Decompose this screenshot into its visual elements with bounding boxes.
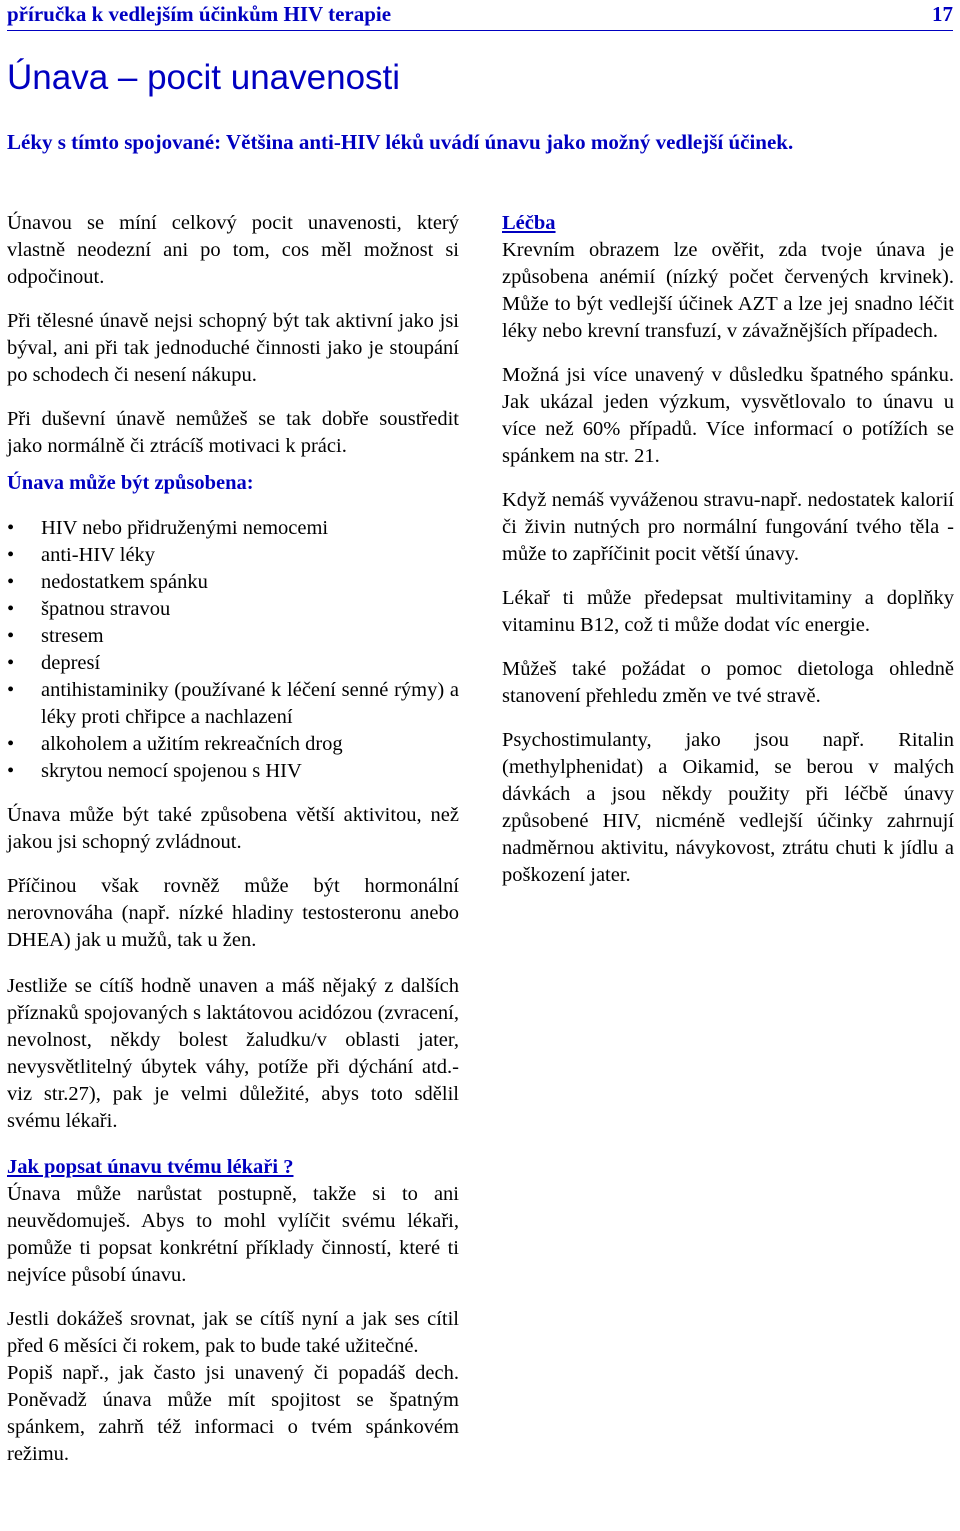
paragraph-psychostimulants: Psychostimulanty, jako jsou např. Ritalin (methylphenidat) a Oikamid, se berou v malých dávkách a jsou někdy použity při léčbě únavy způsobené HIV, nicméně vedlejší účinky zahrnují nadměrnou aktivitu, návykovost, ztrátu chuti k jídlu a poškození jater. [502,729,954,886]
page-number: 17 [932,2,953,26]
header-rule [7,30,953,31]
page-header [7,0,953,30]
list-item: • špatnou stravou [7,596,459,623]
bullet-icon: • [7,679,15,701]
header-title: příručka k vedlejším účinkům HIV terapie [7,2,392,26]
list-item: • depresí [7,650,459,677]
bullet-icon: • [7,517,15,539]
bullet-icon: • [7,571,15,593]
paragraph-physical-fatigue: Při tělesné únavě nejsi schopný být tak aktivní jako jsi býval, ani při tak jednoduché činnosti jako je stoupání po schodech či nesení nákupu. [7,310,459,386]
bullet-icon: • [7,598,15,620]
paragraph-hormonal: Příčinou však rovněž může být hormonální nerovnováha (např. nízké hladiny testosteronu anebo DHEA) jak u mužů, tak u žen. [7,875,459,951]
page-title: Únava – pocit unavenosti [7,58,401,97]
treatment-heading: Léčba [502,212,556,234]
paragraph-diet: Když nemáš vyváženou stravu-např. nedostatek kalorií či živin nutných pro normální fungování tvého těla - může to zapříčinit pocit větší únavy. [502,489,954,565]
paragraph-dietitian: Můžeš také požádat o pomoc dietologa ohledně stanovení přehledu změn ve tvé stravě. [502,658,954,707]
list-item: • nedostatkem spánku [7,569,459,596]
list-item: • skrytou nemocí spojenou s HIV [7,758,459,785]
list-item: • HIV nebo přidruženými nemocemi [7,515,459,542]
paragraph-anemia: Krevním obrazem lze ověřit, zda tvoje únava je způsobena anémií (nízký počet červených krvinek). Může to být vedlejší účinek AZT a lze jej snadno léčit léky nebo krevní transfuzí, v závažnějších případech. [502,239,954,342]
bullet-icon: • [7,544,15,566]
list-item: • alkoholem a užitím rekreačních drog [7,731,459,758]
intro-line: Léky s tímto spojované: Většina anti-HIV léků uvádí únavu jako možný vedlejší účinek. [7,130,794,154]
paragraph-sleep: Možná jsi více unavený v důsledku špatného spánku. Jak ukázal jeden výzkum, vysvětlovalo to únavu u více než 60% případů. Více informací o potížích se spánkem na str. 21. [502,364,954,467]
paragraph-vitamins: Lékař ti může předepsat multivitaminy a doplňky vitaminu B12, což ti může dodat víc energie. [502,587,954,636]
bullet-icon: • [7,760,15,782]
paragraph-how-often: Popiš např., jak často jsi unavený či popadáš dech. Poněvadž únava může mít spojitost se špatným spánkem, zahrň též informaci o tvém spánkovém režimu. [7,1362,459,1465]
paragraph-lactic-acidosis: Jestliže se cítíš hodně unaven a máš nějaký z dalších příznaků spojovaných s laktátovou acidózou (zvracení, nevolnost, někdy bolest žaludku/v oblasti jater, nevysvětlitelný úbytek váhy, potíže při dýchání atd.-viz str.27), pak je velmi důležité, abys toto sdělil svému lékaři. [7,975,459,1132]
paragraph-overactivity: Únava může být také způsobena větší aktivitou, než jakou jsi schopný zvládnout. [7,804,459,853]
list-item: • stresem [7,623,459,650]
list-item: • antihistaminiky (používané k léčení senné rýmy) a léky proti chřipce a nachlazení [7,679,459,728]
bullet-icon: • [7,733,15,755]
paragraph-compare: Jestli dokážeš srovnat, jak se cítíš nyní a jak ses cítil před 6 měsíci či rokem, pak to bude také užitečné. [7,1308,459,1357]
paragraph-mental-fatigue: Při duševní únavě nemůžeš se tak dobře soustředit jako normálně či ztrácíš motivaci k práci. [7,408,459,457]
causes-list [7,515,459,785]
describe-heading: Jak popsat únavu tvému lékaři ? [7,1156,294,1178]
bullet-icon: • [7,652,15,674]
causes-heading: Únava může být způsobena: [7,472,254,494]
right-column [502,210,954,906]
list-item: • anti-HIV léky [7,542,459,569]
paragraph-describe: Únava může narůstat postupně, takže si to ani neuvědomuješ. Abys to mohl vylíčit svému lékaři, pomůže ti popsat konkrétní příklady činností, které ti nejvíce působí únavu. [7,1183,459,1286]
paragraph-definition: Únavou se míní celkový pocit unavenosti, který vlastně neodezní ani po tom, cos měl možnost si odpočinout. [7,212,459,288]
left-column [7,210,459,1468]
bullet-icon: • [7,625,15,647]
